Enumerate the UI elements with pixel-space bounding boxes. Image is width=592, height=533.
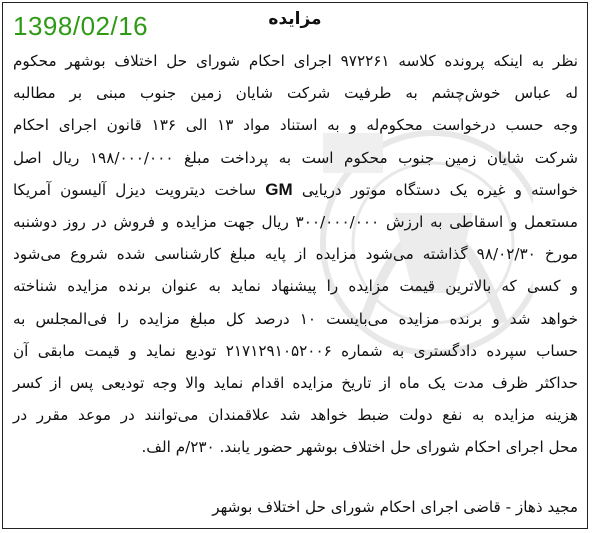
body-line-4: شرکت شایان زمین جنوب محکوم است به پرداخت مبلغ ۱۹۸/۰۰۰/۰۰۰ ریال اصل — [13, 148, 579, 167]
body-line-6: مستعمل و اسقاطی به ارزش ۳۰۰/۰۰۰/۰۰۰ ریال جهت مزایده و فروش در روز دوشنبه — [13, 212, 578, 231]
body-line-5 — [13, 174, 578, 206]
body-line-5-start: خواسته و غیره یک دستگاه موتور دریایی — [301, 180, 579, 199]
date-stamp: 1398/02/16 — [13, 11, 149, 41]
body-line-11: حداکثر ظرف مدت یک ماه از تاریخ مزایده اقدام نماید والا وجه تودیعی پس از کسر — [13, 373, 578, 392]
body-line-12: هزینه مزایده به نفع دولت ضبط خواهد شد علاقمندان می‌توانند در موعد مقرر در — [13, 406, 578, 425]
body-line-9: خواهد شد و برنده مزایده می‌بایست ۱۰ درصد کل مبلغ مزایده را فی‌المجلس به — [13, 309, 578, 328]
body-line-7: مورخ ۹۸/۰۲/۳۰ گذاشته می‌شود مزایده از پایه مبلغ کارشناسی شده شروع می‌شود — [13, 245, 578, 264]
auction-notice — [2, 2, 588, 529]
body-line-10: حساب سپرده دادگستری به شماره ۲۱۷۱۲۹۱۰۵۲۰۰۶ تودیع نماید و قیمت مابقی آن — [13, 341, 578, 360]
body-line-1: نظر به اینکه پرونده کلاسه ۹۷۲۲۶۱ اجرای احکام شورای حل اختلاف بوشهر محکوم — [13, 52, 579, 70]
body-line-8: و کسی که بالاترین قیمت مزایده را پیشنهاد نماید به عنوان برنده مزایده شناخته — [13, 277, 578, 296]
signature-line: مجید ذهاز - قاضی اجرای احکام شورای حل اختلاف بوشهر — [212, 498, 578, 516]
body-line-13: محل اجرای احکام شورای حل اختلاف بوشهر حضور یابند. ۲۳۰/م الف. — [141, 438, 578, 457]
notice-body — [13, 45, 578, 463]
engine-brand: GM — [265, 179, 293, 199]
body-line-3: وجه حسب درخواست محکوم‌له و به استناد مواد ۱۳ الی ۱۳۶ قانون اجرای احکام — [13, 116, 578, 135]
body-line-5-end: ساخت دیترویت دیزل آلیسون آمریکا — [13, 180, 257, 199]
body-line-2: له عباس خوش‌چشم به طرفیت شرکت شایان زمین جنوب مبنی بر مطالبه — [13, 84, 578, 103]
notice-title: مزایده — [268, 9, 322, 29]
